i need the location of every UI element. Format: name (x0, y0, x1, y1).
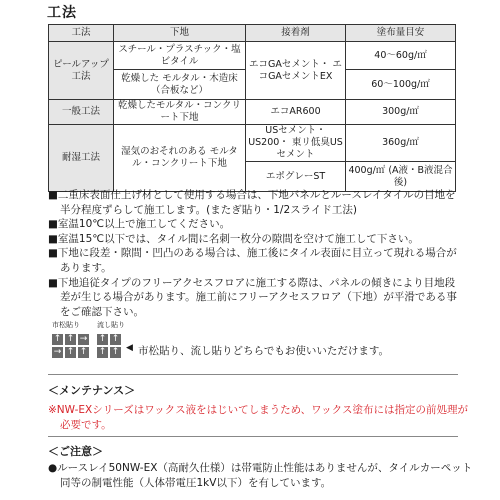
arrow-up-icon: ↑ (66, 347, 75, 357)
note-item: ■下地追従タイプのフリーアクセスフロアに施工する際は、パネルの傾きにより目地段差が生じる場合があります。施工前にフリーアクセスフロア（下地）が平滑である事をご確認下さい。 (48, 276, 457, 318)
maintenance-warning: ※NW-EXシリーズはワックス液をはじいてしまうため、ワックス塗布には指定の前処理が必要です。 (48, 404, 469, 431)
section-title: 工法 (47, 5, 77, 21)
arrow-up-icon: ↑ (79, 347, 88, 357)
amount-cell: 60〜100g/㎡ (346, 70, 456, 100)
construction-method-table (48, 24, 456, 192)
arrow-up-icon: ↑ (66, 334, 75, 344)
pointer-left-icon: ◀ (126, 343, 133, 353)
table-row (49, 125, 456, 162)
amount-cell: 360g/㎡ (346, 125, 456, 162)
note-item: ■下地に段差・隙間・凹凸のある場合は、施工後にタイル表面に目立って現れる場合があります。 (48, 247, 457, 274)
amount-cell: 300g/㎡ (346, 100, 456, 125)
caution-title: ＜ご注意＞ (48, 445, 103, 458)
checker-label: 市松貼り (52, 321, 80, 329)
header-substrate: 下地 (114, 25, 246, 42)
substrate-cell: 乾燥した モルタル・木造床（合板など） (114, 70, 246, 100)
substrate-cell: 湿気のおそれのある モルタル・コンクリート下地 (114, 125, 246, 192)
amount-cell: 40〜60g/㎡ (346, 42, 456, 70)
adhesive-cell: エコGAセメント・ エコGAセメントEX (246, 42, 346, 100)
arrow-up-icon: ↑ (98, 347, 107, 357)
caution-text: ●ルースレイ50NW-EX（高耐久仕様）は帯電防止性能はありませんが、タイルカーペット同等の制電性能（人体帯電圧1kV以下）を有しています。 (48, 462, 473, 489)
note-item: ■二重床表面仕上げ材として使用する場合は、下地パネルとルースレイタイルの目地を半分程度ずらして施工します。(またぎ貼り・1/2スライド工法) (48, 189, 456, 216)
arrow-up-icon: ↑ (53, 334, 62, 344)
maintenance-title: ＜メンテナンス＞ (48, 384, 136, 397)
method-peel-up: ピールアップ工法 (49, 42, 114, 100)
arrow-up-icon: ↑ (111, 347, 120, 357)
arrow-up-icon: ↑ (98, 334, 107, 344)
method-general: 一般工法 (49, 100, 114, 125)
note-item: ■室温10℃以上で施工してください。 (48, 218, 231, 231)
amount-cell: 400g/㎡ (A液・B液混合後) (346, 162, 456, 192)
method-moisture-resistant: 耐湿工法 (49, 125, 114, 192)
adhesive-cell: エコAR600 (246, 100, 346, 125)
header-adhesive: 接着剤 (246, 25, 346, 42)
arrow-up-icon: ↑ (111, 334, 120, 344)
flow-label: 流し貼り (97, 321, 125, 329)
adhesive-cell: エポグレーST (246, 162, 346, 192)
notes-list (48, 188, 458, 319)
arrow-right-icon: → (53, 347, 62, 357)
legend-text: 市松貼り、流し貼りどちらでもお使いいただけます。 (138, 345, 390, 357)
table-row (49, 42, 456, 70)
table-row (49, 100, 456, 125)
header-amount: 塗布量目安 (346, 25, 456, 42)
arrow-right-icon: → (79, 334, 88, 344)
note-item: ■室温15℃以下では、タイル間に名刺一枚分の隙間を空けて施工して下さい。 (48, 232, 419, 245)
substrate-cell: 乾燥したモルタル・コンクリート下地 (114, 100, 246, 125)
adhesive-cell: USセメント・US200・ 東リ低臭USセメント (246, 125, 346, 162)
divider (48, 436, 458, 437)
substrate-cell: スチール・プラスチック・塩ビタイル (114, 42, 246, 70)
header-method: 工法 (49, 25, 114, 42)
divider (48, 374, 458, 375)
table-header-row (49, 25, 456, 42)
